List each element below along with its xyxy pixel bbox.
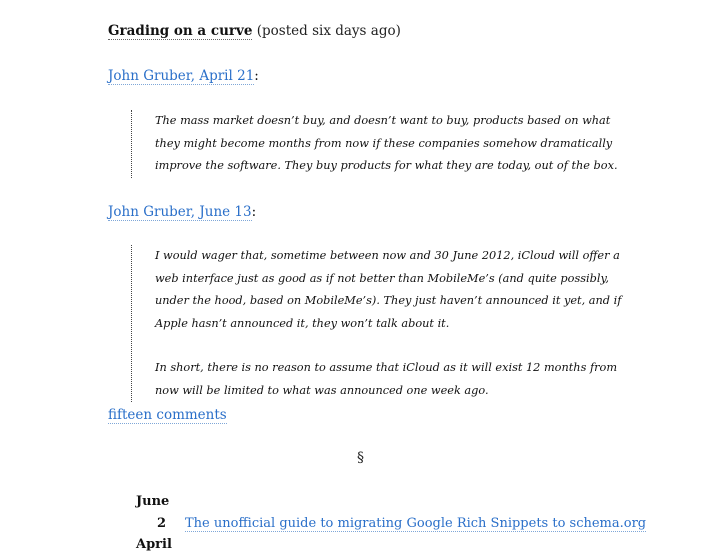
comments-row bbox=[108, 407, 227, 423]
post-meta: (posted six days ago) bbox=[256, 23, 401, 39]
blockquote-2-paragraph-2: In short, there is no reason to assume that iCloud as it will exist 12 months from now will be limited to what was announced one week ago. bbox=[155, 361, 618, 397]
blockquote-1-paragraph: The mass market doesn’t buy, and doesn’t want to buy, products based on what they might become months from now if these companies somehow dramatically improve the software. They buy products for what they are today, out of the box. bbox=[155, 114, 618, 172]
quote-1-source-link[interactable]: John Gruber, April 21 bbox=[108, 68, 255, 84]
blockquote-2-paragraph-1: I would wager that, sometime between now and 30 June 2012, iCloud will offer a web interface just as good as if not better than MobileMe’s (and quite possibly, under the hood, based on MobileMe’s). They just haven’t announced it yet, and if Apple hasn’t announced it, they won’t talk about it. bbox=[155, 249, 622, 330]
comments-link[interactable]: fifteen comments bbox=[108, 407, 227, 423]
section-divider: § bbox=[357, 450, 364, 466]
quote-2-citation: John Gruber, June 13: bbox=[108, 204, 257, 220]
archive-month-june bbox=[136, 494, 169, 509]
post-header bbox=[108, 23, 401, 39]
blockquote-2 bbox=[131, 245, 625, 402]
archive-post-link[interactable]: The unofficial guide to migrating Google Rich Snippets to schema.org bbox=[185, 516, 647, 531]
archive-month-label: April bbox=[136, 537, 172, 552]
quote-1-citation: John Gruber, April 21: bbox=[108, 68, 259, 84]
archive-post-day: 2 bbox=[157, 516, 167, 531]
post-title-link[interactable]: Grading on a curve bbox=[108, 23, 253, 39]
quote-2-source-link[interactable]: John Gruber, June 13 bbox=[108, 204, 252, 220]
blockquote-1 bbox=[131, 110, 625, 178]
archive-month-label: June bbox=[136, 494, 170, 509]
